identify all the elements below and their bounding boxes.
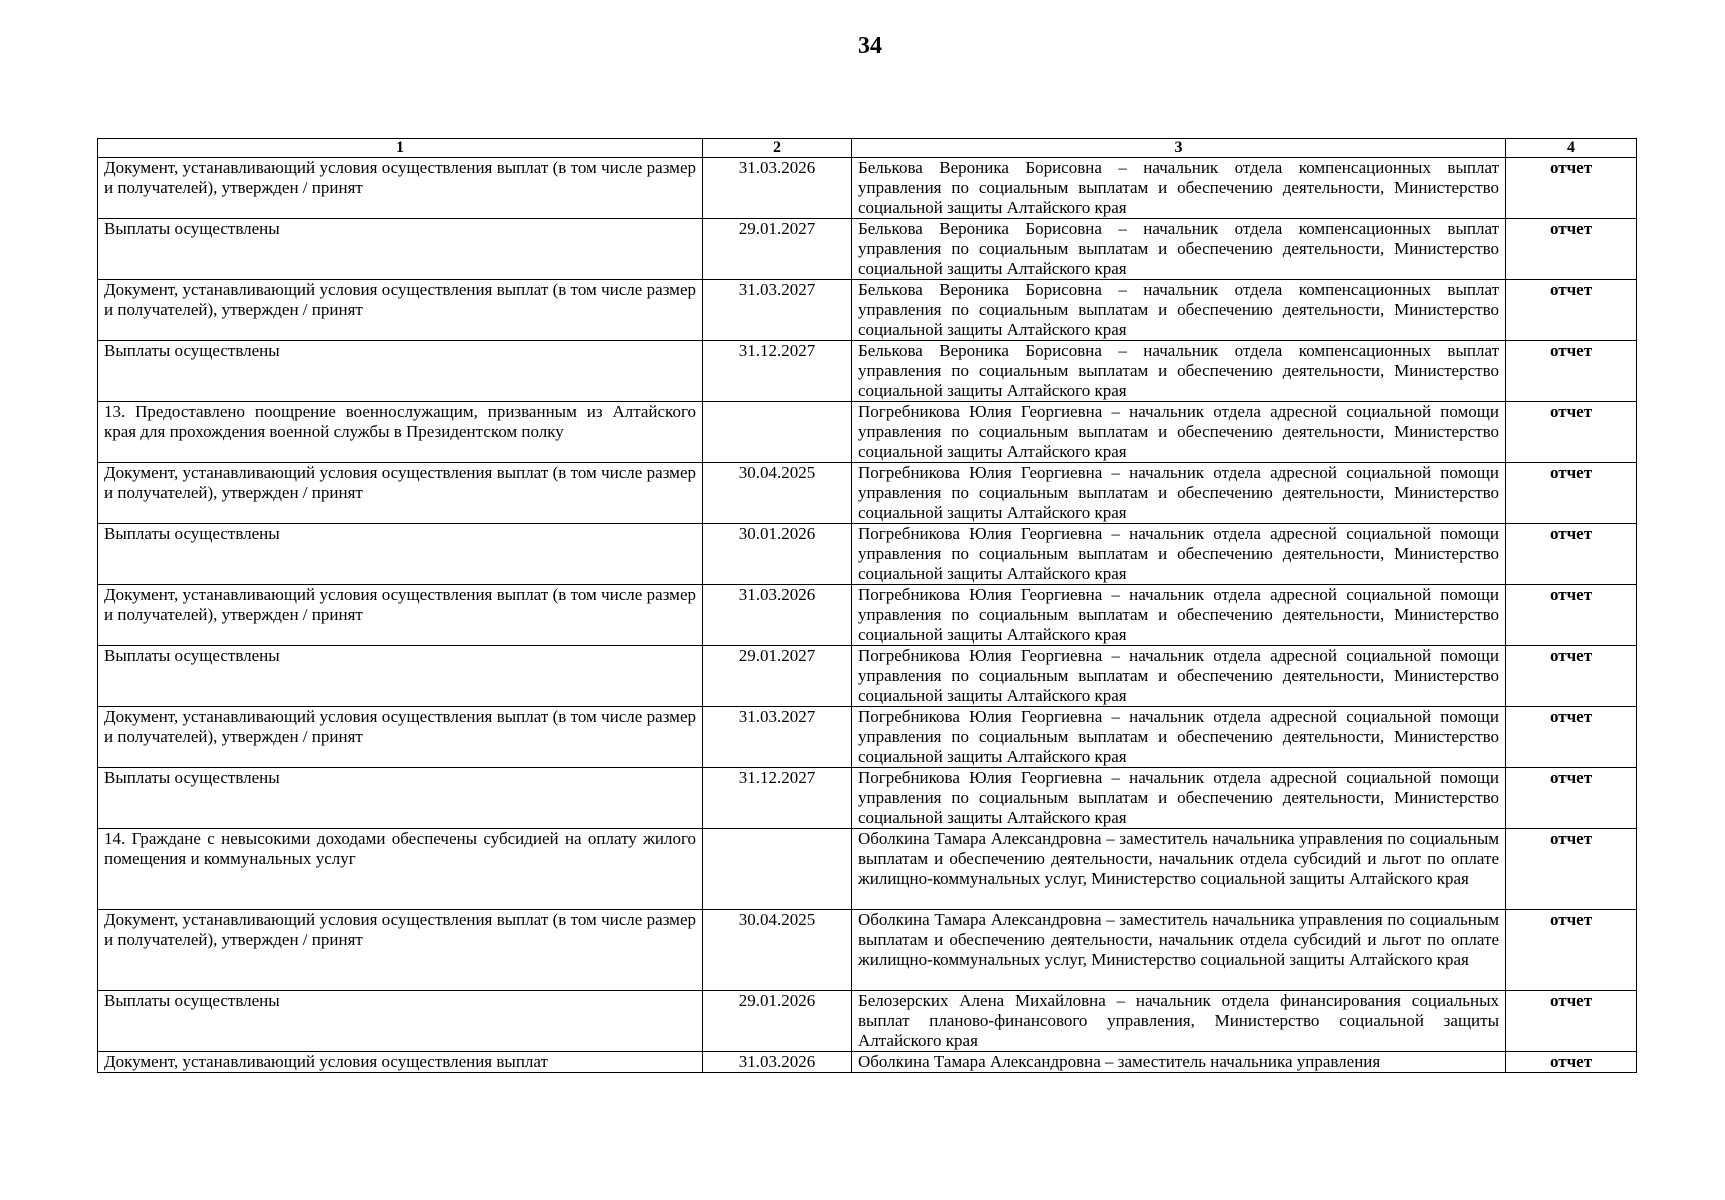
- document-type-cell: отчет: [1506, 463, 1637, 524]
- event-cell: Выплаты осуществлены: [98, 768, 703, 829]
- event-cell: Выплаты осуществлены: [98, 524, 703, 585]
- date-cell: 31.12.2027: [703, 341, 852, 402]
- event-cell: Документ, устанавливающий условия осуществления выплат (в том числе размер и получателей), утвержден / принят: [98, 280, 703, 341]
- table-row: [98, 280, 1637, 341]
- event-cell: Выплаты осуществлены: [98, 219, 703, 280]
- table-row: [98, 158, 1637, 219]
- column-number-3: 3: [852, 139, 1506, 158]
- section-row-13: [98, 402, 1637, 463]
- document-type-cell: отчет: [1506, 646, 1637, 707]
- date-cell: 31.12.2027: [703, 768, 852, 829]
- responsible-cell: Белькова Вероника Борисовна – начальник отдела компенсационных выплат управления по социальным выплатам и обеспечению деятельности, Министерство социальной защиты Алтайского края: [852, 219, 1506, 280]
- table-row: [98, 341, 1637, 402]
- measures-table: [97, 138, 1637, 1073]
- table-row: [98, 524, 1637, 585]
- column-number-4: 4: [1506, 139, 1637, 158]
- table-row: [98, 768, 1637, 829]
- table-row: [98, 463, 1637, 524]
- document-type-cell: отчет: [1506, 1052, 1637, 1073]
- document-type-cell: отчет: [1506, 524, 1637, 585]
- table-row: [98, 1052, 1637, 1073]
- document-type-cell: отчет: [1506, 402, 1637, 463]
- event-cell: Документ, устанавливающий условия осуществления выплат (в том числе размер и получателей), утвержден / принят: [98, 158, 703, 219]
- section-row-14: [98, 829, 1637, 910]
- table-row: [98, 585, 1637, 646]
- section-title-cell: 14. Граждане с невысокими доходами обеспечены субсидией на оплату жилого помещения и коммунальных услуг: [98, 829, 703, 910]
- page-number: 34: [858, 33, 882, 59]
- responsible-cell: Погребникова Юлия Георгиевна – начальник отдела адресной социальной помощи управления по социальным выплатам и обеспечению деятельности, Министерство социальной защиты Алтайского края: [852, 646, 1506, 707]
- responsible-cell: Белькова Вероника Борисовна – начальник отдела компенсационных выплат управления по социальным выплатам и обеспечению деятельности, Министерство социальной защиты Алтайского края: [852, 280, 1506, 341]
- table-row: [98, 991, 1637, 1052]
- event-cell: Документ, устанавливающий условия осуществления выплат (в том числе размер и получателей), утвержден / принят: [98, 910, 703, 991]
- event-cell: Документ, устанавливающий условия осуществления выплат (в том числе размер и получателей), утвержден / принят: [98, 707, 703, 768]
- responsible-cell: Белозерских Алена Михайловна – начальник отдела финансирования социальных выплат планово-финансового управления, Министерство социальной защиты Алтайского края: [852, 991, 1506, 1052]
- date-cell: 30.01.2026: [703, 524, 852, 585]
- responsible-cell: Белькова Вероника Борисовна – начальник отдела компенсационных выплат управления по социальным выплатам и обеспечению деятельности, Министерство социальной защиты Алтайского края: [852, 341, 1506, 402]
- date-cell: 29.01.2026: [703, 991, 852, 1052]
- responsible-cell: Погребникова Юлия Георгиевна – начальник отдела адресной социальной помощи управления по социальным выплатам и обеспечению деятельности, Министерство социальной защиты Алтайского края: [852, 585, 1506, 646]
- responsible-cell: Белькова Вероника Борисовна – начальник отдела компенсационных выплат управления по социальным выплатам и обеспечению деятельности, Министерство социальной защиты Алтайского края: [852, 158, 1506, 219]
- date-cell: 30.04.2025: [703, 910, 852, 991]
- document-type-cell: отчет: [1506, 585, 1637, 646]
- date-cell: 31.03.2026: [703, 158, 852, 219]
- date-cell: 31.03.2027: [703, 707, 852, 768]
- table-row: [98, 910, 1637, 991]
- column-number-1: 1: [98, 139, 703, 158]
- date-cell: [703, 402, 852, 463]
- event-cell: Выплаты осуществлены: [98, 991, 703, 1052]
- responsible-cell: Погребникова Юлия Георгиевна – начальник отдела адресной социальной помощи управления по социальным выплатам и обеспечению деятельности, Министерство социальной защиты Алтайского края: [852, 707, 1506, 768]
- document-type-cell: отчет: [1506, 829, 1637, 910]
- date-cell: 31.03.2026: [703, 1052, 852, 1073]
- date-cell: [703, 829, 852, 910]
- table-row: [98, 707, 1637, 768]
- responsible-cell: Оболкина Тамара Александровна – заместитель начальника управления: [852, 1052, 1506, 1073]
- responsible-cell: Оболкина Тамара Александровна – заместитель начальника управления по социальным выплатам и обеспечению деятельности, начальник отдела субсидий и льгот по оплате жилищно-коммунальных услуг, Министерство социальной защиты Алтайского края: [852, 829, 1506, 910]
- table-row: [98, 219, 1637, 280]
- section-title-cell: 13. Предоставлено поощрение военнослужащим, призванным из Алтайского края для прохождения военной службы в Президентском полку: [98, 402, 703, 463]
- column-number-2: 2: [703, 139, 852, 158]
- event-cell: Выплаты осуществлены: [98, 341, 703, 402]
- document-type-cell: отчет: [1506, 707, 1637, 768]
- document-type-cell: отчет: [1506, 991, 1637, 1052]
- responsible-cell: Погребникова Юлия Георгиевна – начальник отдела адресной социальной помощи управления по социальным выплатам и обеспечению деятельности, Министерство социальной защиты Алтайского края: [852, 524, 1506, 585]
- event-cell: Документ, устанавливающий условия осуществления выплат (в том числе размер и получателей), утвержден / принят: [98, 463, 703, 524]
- responsible-cell: Погребникова Юлия Георгиевна – начальник отдела адресной социальной помощи управления по социальным выплатам и обеспечению деятельности, Министерство социальной защиты Алтайского края: [852, 402, 1506, 463]
- document-type-cell: отчет: [1506, 768, 1637, 829]
- responsible-cell: Погребникова Юлия Георгиевна – начальник отдела адресной социальной помощи управления по социальным выплатам и обеспечению деятельности, Министерство социальной защиты Алтайского края: [852, 768, 1506, 829]
- date-cell: 31.03.2026: [703, 585, 852, 646]
- responsible-cell: Погребникова Юлия Георгиевна – начальник отдела адресной социальной помощи управления по социальным выплатам и обеспечению деятельности, Министерство социальной защиты Алтайского края: [852, 463, 1506, 524]
- document-type-cell: отчет: [1506, 280, 1637, 341]
- document-type-cell: отчет: [1506, 910, 1637, 991]
- responsible-cell: Оболкина Тамара Александровна – заместитель начальника управления по социальным выплатам и обеспечению деятельности, начальник отдела субсидий и льгот по оплате жилищно-коммунальных услуг, Министерство социальной защиты Алтайского края: [852, 910, 1506, 991]
- date-cell: 29.01.2027: [703, 646, 852, 707]
- event-cell: Выплаты осуществлены: [98, 646, 703, 707]
- date-cell: 29.01.2027: [703, 219, 852, 280]
- column-number-row: [98, 139, 1637, 158]
- document-type-cell: отчет: [1506, 158, 1637, 219]
- table-row: [98, 646, 1637, 707]
- document-type-cell: отчет: [1506, 341, 1637, 402]
- event-cell: Документ, устанавливающий условия осуществления выплат: [98, 1052, 703, 1073]
- event-cell: Документ, устанавливающий условия осуществления выплат (в том числе размер и получателей), утвержден / принят: [98, 585, 703, 646]
- date-cell: 31.03.2027: [703, 280, 852, 341]
- date-cell: 30.04.2025: [703, 463, 852, 524]
- document-type-cell: отчет: [1506, 219, 1637, 280]
